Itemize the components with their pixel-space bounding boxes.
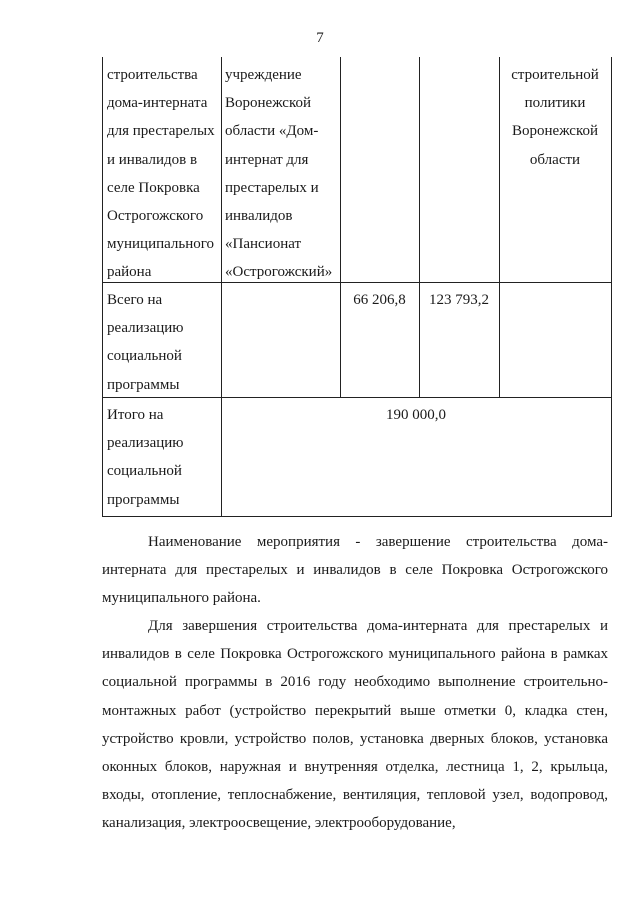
budget-table <box>0 57 640 517</box>
cell-grand-total-value: 190 000,0 <box>386 407 446 423</box>
table-border-col3 <box>340 57 341 397</box>
table-border-left <box>102 57 103 517</box>
table-border-bottom <box>102 516 612 517</box>
cell-executor: учреждение Воронежской области «Дом- интернат для престарелых и инвалидов «Пансионат «Острогожский» <box>225 67 333 281</box>
table-border-col2 <box>221 57 222 517</box>
cell-total-value-1: 66 206,8 <box>353 292 406 308</box>
table-border-col4 <box>419 57 420 397</box>
paragraph-works: Для завершения строительства дома-интерната для престарелых и инвалидов в селе Покровка Острогожского муниципального района в рамках социальной программы в 2016 году необходимо выполнение строительно-монтажных работ (устройство перекрытий выше отметки 0, кладка стен, устройство кровли, устройство полов, установка дверных блоков, установка оконных блоков, наружная и внутренняя отделка, лестница 1, 2, крыльца, входы, отопление, теплоснабжение, вентиляция, тепловой узел, водопровод, канализация, электроосвещение, электрооборудование, <box>102 618 608 832</box>
paragraph-event-name: Наименование мероприятия - завершение строительства дома-интерната для престарелых и инвалидов в селе Покровка Острогожского муниципального района. <box>102 534 608 607</box>
page-number: 7 <box>316 30 324 46</box>
cell-total-value-2: 123 793,2 <box>429 292 489 308</box>
cell-responsible: строительной политики Воронежской области <box>511 67 599 168</box>
cell-total-label: Всего на реализацию социальной программы <box>107 292 184 393</box>
table-border-right <box>611 57 612 517</box>
cell-grand-total-label: Итого на реализацию социальной программы <box>107 407 184 508</box>
cell-event-name: строительства дома-интерната для престарелых и инвалидов в селе Покровка Острогожского муниципального района <box>107 67 215 281</box>
